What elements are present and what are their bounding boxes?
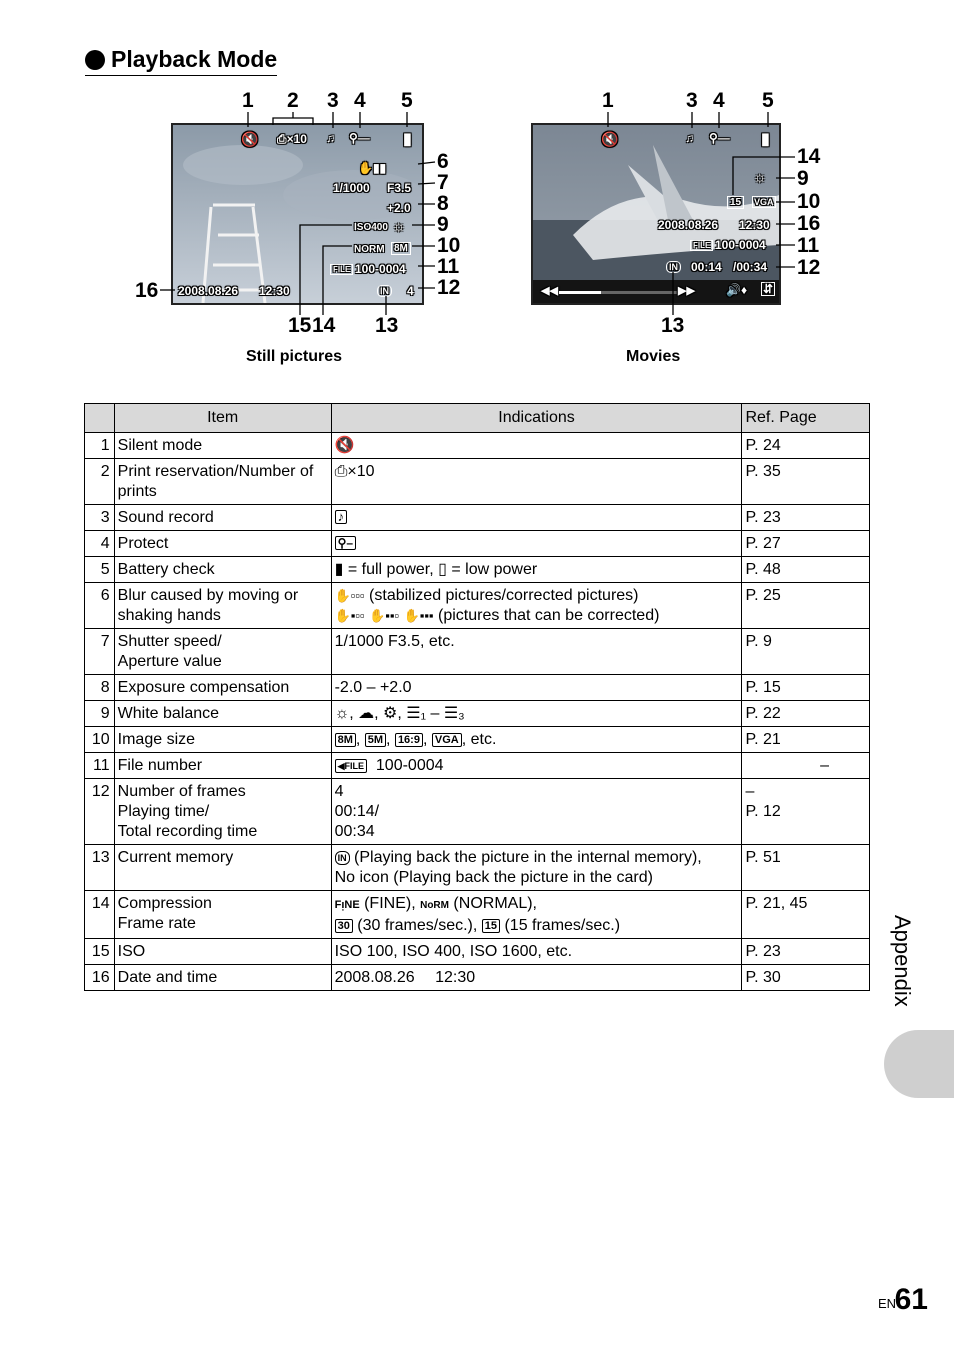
row-item: Sound record: [114, 505, 331, 531]
internal-memory-icon: IN: [335, 851, 350, 865]
row-ref: P. 24: [742, 433, 870, 459]
iso-value: ISO400: [354, 222, 388, 233]
row-number: 6: [85, 583, 115, 629]
row-number: 4: [85, 531, 115, 557]
still-callout-2: 2: [287, 89, 299, 112]
volume-icon[interactable]: 🔊♦: [726, 283, 748, 297]
silent-mode-icon: 🔇: [601, 131, 619, 147]
indication-text: No icon (Playing back the picture in the card): [334, 869, 653, 886]
table-row: [85, 583, 870, 629]
row-ref: P. 15: [742, 675, 870, 701]
row-indication: [331, 583, 742, 629]
movie-callout-16: 16: [797, 212, 821, 235]
file-tag-icon: FILE: [690, 240, 713, 251]
row-item: Print reservation/Number of prints: [114, 459, 331, 505]
table-row: [85, 779, 870, 845]
row-ref: – P. 12: [742, 779, 870, 845]
frame-rate-indicator: 15: [727, 196, 744, 209]
table-row: [85, 459, 870, 505]
blur-level-3-icon: ✋▪▪▪: [403, 608, 434, 623]
exposure-compensation: +2.0: [387, 201, 411, 215]
table-row: [85, 433, 870, 459]
row-number: 13: [85, 845, 115, 891]
silent-mode-icon: 🔇: [241, 131, 259, 147]
indication-text: (NORMAL),: [448, 895, 537, 912]
row-number: 7: [85, 629, 115, 675]
table-row: [85, 557, 870, 583]
row-indication: [331, 845, 742, 891]
row-ref: –: [742, 753, 870, 779]
table-row: [85, 701, 870, 727]
row-ref: P. 21, 45: [742, 891, 870, 939]
protect-icon: ⚲–: [335, 536, 356, 550]
fluorescent-1-icon: ☰₁: [406, 705, 427, 722]
row-indication: [331, 433, 742, 459]
row-indication: [331, 753, 742, 779]
separator: ,: [397, 705, 407, 722]
frame-count: 4: [407, 284, 414, 298]
indication-text: = low power: [446, 561, 538, 578]
printer-icon: ⎙: [277, 132, 287, 146]
row-item: ISO: [114, 939, 331, 965]
row-item: Image size: [114, 727, 331, 753]
file-icon: ◀FILE: [335, 759, 367, 773]
indication-text: (stabilized pictures/corrected pictures): [364, 587, 639, 604]
frame-rate-30-icon: 30: [335, 919, 353, 933]
frame-rate-15-icon: 15: [482, 919, 500, 933]
header-item: Item: [114, 404, 331, 433]
still-callout-13: 13: [375, 314, 399, 337]
row-item: Current memory: [114, 845, 331, 891]
white-balance-icon: ☼: [392, 218, 406, 235]
row-item: Silent mode: [114, 433, 331, 459]
fast-forward-icon[interactable]: ▶▶: [678, 285, 695, 297]
row-indication: [331, 459, 742, 505]
row-indication: 8M , 5M , 16:9 , VGA , etc.: [331, 727, 742, 753]
row-item: File number: [114, 753, 331, 779]
movie-callout-13: 13: [661, 314, 685, 337]
battery-low-icon: ▯: [438, 561, 447, 578]
still-callout-11: 11: [437, 255, 460, 278]
indication-text: (FINE),: [359, 895, 421, 912]
row-item: Compression Frame rate: [114, 891, 331, 939]
row-indication: ISO 100, ISO 400, ISO 1600, etc.: [331, 939, 742, 965]
table-row: [85, 505, 870, 531]
file-number: 100-0004: [355, 262, 406, 276]
movie-callout-9: 9: [797, 167, 809, 190]
indication-text: 100-0004: [375, 757, 444, 774]
indication-text: (15 frames/sec.): [500, 917, 621, 934]
volume-adjust-icon[interactable]: ⇵: [763, 282, 774, 296]
compression-indicator: NORM: [354, 244, 385, 255]
total-recording-time: /00:34: [733, 260, 768, 274]
date-display: 2008.08.26: [658, 218, 719, 232]
table-row: [85, 965, 870, 991]
row-indication: 4 00:14/ 00:34: [331, 779, 742, 845]
row-number: 15: [85, 939, 115, 965]
movie-callout-5: 5: [762, 89, 774, 112]
row-item: Number of frames Playing time/ Total recording time: [114, 779, 331, 845]
still-callout-3: 3: [327, 89, 339, 112]
still-pictures-caption: Still pictures: [246, 348, 343, 365]
still-callout-9: 9: [437, 213, 449, 236]
row-indication: 2008.08.26 12:30: [331, 965, 742, 991]
row-number: 11: [85, 753, 115, 779]
row-item: Shutter speed/ Aperture value: [114, 629, 331, 675]
row-indication: -2.0 – +2.0: [331, 675, 742, 701]
battery-icon: ▮: [761, 131, 770, 148]
separator: ,: [374, 705, 384, 722]
file-tag-icon: FILE: [330, 264, 353, 275]
language-code: EN: [878, 1296, 897, 1311]
protect-icon: ⚲—: [349, 131, 370, 145]
row-ref: P. 25: [742, 583, 870, 629]
still-callout-10: 10: [437, 234, 461, 257]
table-row: [85, 629, 870, 675]
print-count: ×10: [347, 463, 375, 480]
table-row: [85, 675, 870, 701]
indications-table: [84, 403, 870, 991]
row-number: 16: [85, 965, 115, 991]
appendix-label: Appendix: [890, 915, 915, 1007]
still-callout-16: 16: [135, 279, 159, 302]
print-count: ×10: [286, 132, 307, 146]
normal-compression-icon: NᴏRM: [420, 900, 449, 911]
still-callout-8: 8: [437, 192, 449, 215]
row-ref: P. 22: [742, 701, 870, 727]
section-title: Playback Mode: [111, 46, 278, 72]
playing-time: 00:14: [691, 260, 722, 274]
row-number: 2: [85, 459, 115, 505]
movie-callout-10: 10: [797, 190, 821, 213]
row-indication: [331, 531, 742, 557]
row-item: White balance: [114, 701, 331, 727]
size-vga-icon: VGA: [432, 733, 462, 747]
blur-warning-icon: ✋▮▮: [358, 161, 387, 175]
indication-text: (pictures that can be corrected): [433, 607, 660, 624]
table-row: [85, 891, 870, 939]
row-indication: 1/1000 F3.5, etc.: [331, 629, 742, 675]
row-ref: P. 48: [742, 557, 870, 583]
row-ref: P. 27: [742, 531, 870, 557]
indication-text: (Playing back the picture in the internal memory),: [349, 849, 702, 866]
row-number: 5: [85, 557, 115, 583]
image-size-indicator: 8M: [391, 242, 411, 255]
sound-record-icon: ♫: [326, 131, 335, 145]
row-number: 12: [85, 779, 115, 845]
protect-icon: ⚲—: [709, 131, 730, 145]
table-header-row: [85, 404, 870, 433]
size-5m-icon: 5M: [365, 733, 386, 747]
row-indication: [331, 557, 742, 583]
movies-caption: Movies: [626, 348, 681, 365]
indication-text: , etc.: [461, 731, 497, 748]
shutter-speed: 1/1000: [333, 181, 370, 195]
blur-level-0-icon: ✋▫▫▫: [334, 588, 365, 603]
movie-callout-3: 3: [686, 89, 698, 112]
row-ref: P. 30: [742, 965, 870, 991]
image-size-indicator: VGA: [754, 197, 774, 207]
white-balance-icon: ☼: [753, 169, 767, 186]
tungsten-icon: ⚙: [383, 705, 398, 722]
row-ref: P. 51: [742, 845, 870, 891]
row-indication: [331, 701, 742, 727]
still-callout-12: 12: [437, 276, 461, 299]
size-16-9-icon: 16:9: [395, 733, 423, 747]
still-callout-5: 5: [401, 89, 413, 112]
cloudy-icon: ☁: [358, 705, 375, 722]
row-item: Date and time: [114, 965, 331, 991]
silent-mode-icon: 🔇: [334, 437, 355, 454]
file-number: 100-0004: [715, 238, 766, 252]
movie-callout-11: 11: [797, 234, 820, 257]
row-number: 8: [85, 675, 115, 701]
row-item: Battery check: [114, 557, 331, 583]
indication-text: (30 frames/sec.),: [352, 917, 482, 934]
row-number: 10: [85, 727, 115, 753]
memory-indicator: IN: [377, 285, 392, 297]
still-callout-7: 7: [437, 171, 449, 194]
time-display: 12:30: [739, 218, 770, 232]
movie-callout-12: 12: [797, 256, 821, 279]
table-row: [85, 531, 870, 557]
appendix-side-tab: [884, 1030, 954, 1098]
sunny-icon: ☼: [334, 705, 350, 722]
separator: –: [426, 705, 444, 722]
row-number: 9: [85, 701, 115, 727]
blur-level-2-icon: ✋▪▪▫: [369, 608, 400, 623]
rewind-icon[interactable]: ◀◀: [541, 285, 558, 297]
row-ref: P. 23: [742, 939, 870, 965]
still-callout-15: 15: [288, 314, 312, 337]
still-callout-1: 1: [242, 89, 254, 112]
row-item: Exposure compensation: [114, 675, 331, 701]
memory-indicator: IN: [666, 261, 681, 273]
header-number: [85, 404, 115, 433]
row-ref: P. 9: [742, 629, 870, 675]
table-row: [85, 753, 870, 779]
size-8m-icon: 8M: [335, 733, 356, 747]
aperture-value: F3.5: [387, 181, 412, 195]
sound-record-icon: ♪: [335, 510, 348, 524]
header-ref-page: Ref. Page: [742, 404, 870, 433]
row-ref: P. 23: [742, 505, 870, 531]
row-number: 14: [85, 891, 115, 939]
separator: ,: [349, 705, 359, 722]
sound-record-icon: ♫: [685, 131, 694, 145]
row-number: 3: [85, 505, 115, 531]
movie-callout-4: 4: [713, 89, 725, 112]
row-item: Blur caused by moving or shaking hands: [114, 583, 331, 629]
printer-icon: ⎙: [334, 463, 348, 480]
row-indication: [331, 505, 742, 531]
row-number: 1: [85, 433, 115, 459]
time-display: 12:30: [259, 284, 290, 298]
movie-callout-1: 1: [602, 89, 614, 112]
still-callout-6: 6: [437, 150, 449, 173]
row-ref: P. 21: [742, 727, 870, 753]
battery-full-icon: ▮: [334, 561, 344, 578]
row-indication: [331, 891, 742, 939]
blur-level-1-icon: ✋▪▫▫: [334, 608, 365, 623]
date-display: 2008.08.26: [178, 284, 239, 298]
row-ref: P. 35: [742, 459, 870, 505]
battery-icon: ▮: [403, 131, 412, 148]
table-row: [85, 939, 870, 965]
row-item: Protect: [114, 531, 331, 557]
still-callout-14: 14: [312, 314, 336, 337]
movie-callout-14: 14: [797, 145, 821, 168]
page-number: 61: [894, 1283, 928, 1316]
header-indications: Indications: [331, 404, 742, 433]
fluorescent-3-icon: ☰₃: [443, 705, 465, 722]
still-callout-4: 4: [354, 89, 366, 112]
table-row: [85, 845, 870, 891]
indication-text: = full power,: [343, 561, 439, 578]
table-row: [85, 727, 870, 753]
fine-compression-icon: FᴉNE: [334, 899, 360, 911]
